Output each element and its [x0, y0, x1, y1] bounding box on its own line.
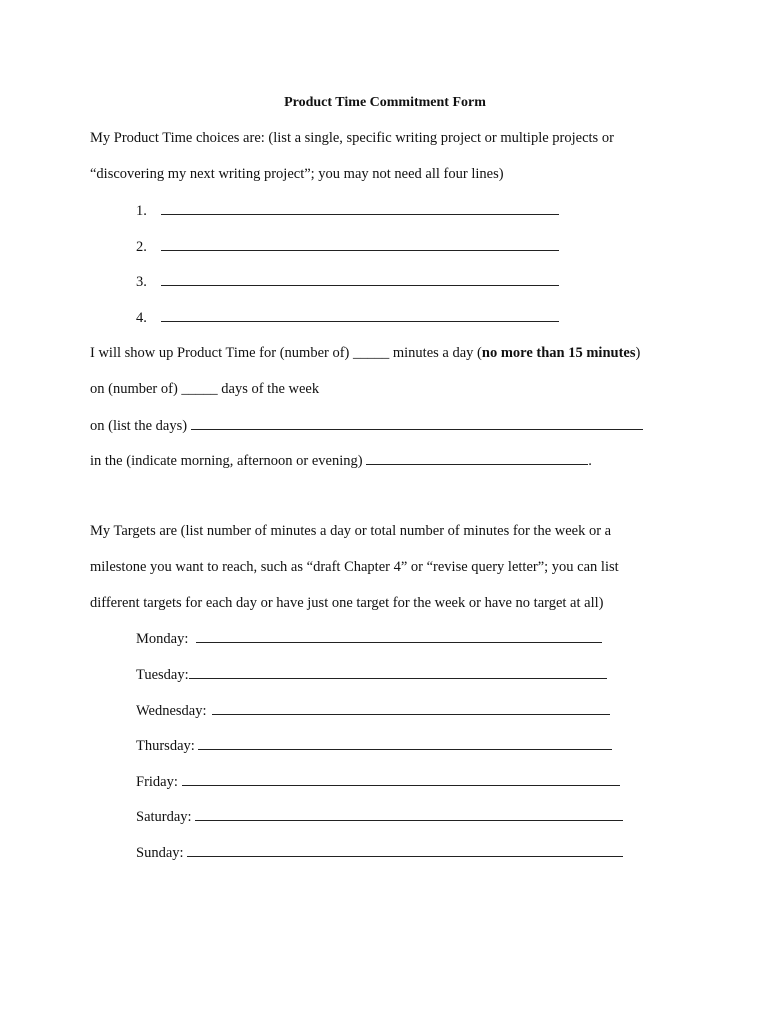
project-number: 3. — [136, 274, 147, 290]
time-of-day-label: in the (indicate morning, afternoon or evening) — [90, 453, 367, 469]
project-blank-4[interactable] — [161, 308, 559, 322]
targets-line-2: milestone you want to reach, such as “draft Chapter 4” or “revise query letter”; you can list — [90, 559, 619, 575]
target-blank-tuesday[interactable] — [189, 665, 607, 679]
day-label: Thursday: — [136, 738, 195, 754]
day-label: Wednesday: — [136, 703, 207, 719]
time-of-day-line — [90, 451, 592, 470]
form-title: Product Time Commitment Form — [284, 95, 486, 110]
target-row-friday — [136, 772, 620, 791]
target-row-tuesday — [136, 665, 607, 684]
project-line-1 — [136, 201, 559, 220]
targets-line-3: different targets for each day or have just one target for the week or have no target at all) — [90, 595, 604, 611]
project-number: 2. — [136, 239, 147, 255]
list-days-label: on (list the days) — [90, 418, 191, 434]
project-line-3 — [136, 272, 559, 291]
intro-line-2: “discovering my next writing project”; you may not need all four lines) — [90, 166, 504, 182]
day-label: Saturday: — [136, 809, 192, 825]
minutes-line — [90, 344, 640, 362]
time-of-day-end: . — [588, 453, 592, 469]
day-label: Friday: — [136, 774, 178, 790]
days-count-line: on (number of) _____ days of the week — [90, 381, 320, 397]
minutes-prefix: I will show up Product Time for (number of) _____ minutes a day ( — [90, 345, 482, 361]
minutes-suffix: ) — [635, 345, 641, 361]
targets-line-1: My Targets are (list number of minutes a day or total number of minutes for the week or a — [90, 523, 612, 539]
target-blank-saturday[interactable] — [195, 807, 623, 821]
target-blank-wednesday[interactable] — [212, 701, 610, 715]
target-row-saturday — [136, 807, 623, 826]
project-blank-2[interactable] — [161, 237, 559, 251]
intro-line-1: My Product Time choices are: (list a single, specific writing project or multiple projects or — [90, 130, 614, 146]
time-of-day-blank[interactable] — [366, 451, 588, 465]
target-row-monday — [136, 629, 602, 648]
project-blank-1[interactable] — [161, 201, 559, 215]
target-row-wednesday — [136, 701, 610, 720]
project-blank-3[interactable] — [161, 272, 559, 286]
minutes-limit: no more than 15 minutes — [481, 345, 636, 361]
project-line-2 — [136, 237, 559, 256]
target-blank-sunday[interactable] — [187, 843, 623, 857]
project-line-4 — [136, 308, 559, 327]
target-row-thursday — [136, 736, 612, 755]
day-label: Sunday: — [136, 845, 184, 861]
project-number: 1. — [136, 203, 147, 219]
project-number: 4. — [136, 310, 147, 326]
day-label: Monday: — [136, 631, 189, 647]
list-days-blank[interactable] — [191, 416, 643, 430]
target-blank-thursday[interactable] — [198, 736, 612, 750]
list-days-line — [90, 416, 643, 435]
target-blank-monday[interactable] — [196, 629, 602, 643]
target-blank-friday[interactable] — [182, 772, 620, 786]
day-label: Tuesday: — [136, 667, 189, 683]
target-row-sunday — [136, 843, 623, 862]
